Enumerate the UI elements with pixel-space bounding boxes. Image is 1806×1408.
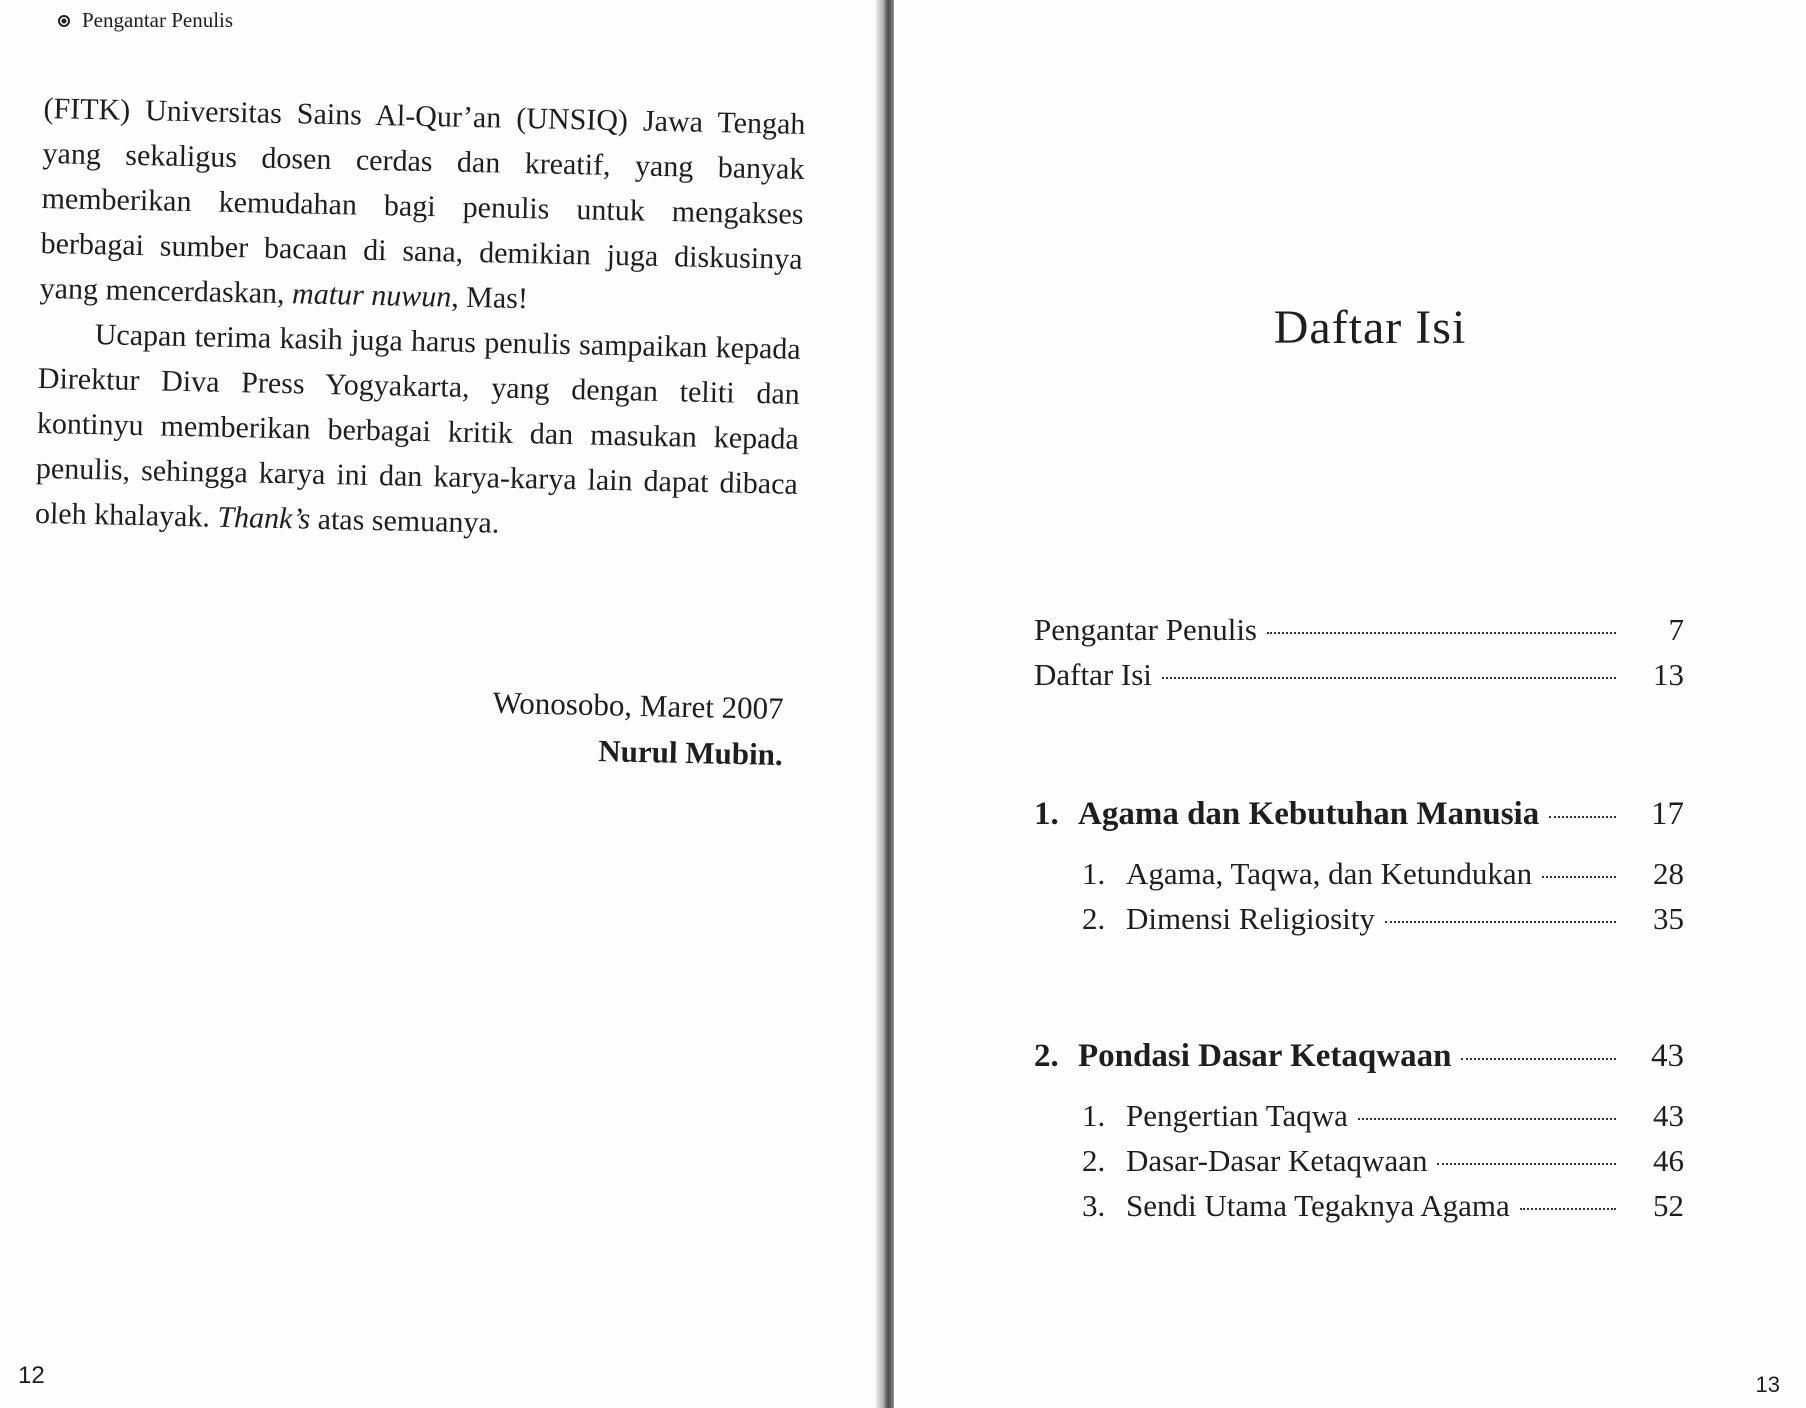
table-of-contents (1034, 612, 1684, 1233)
signature (491, 680, 784, 778)
paragraph-1 (39, 86, 806, 327)
section-page: 35 (1653, 901, 1684, 936)
left-page (0, 0, 884, 1408)
chapter-title: Pondasi Dasar Ketaqwaan (1078, 1038, 1452, 1074)
body-text (35, 86, 806, 552)
section-number: 1. (1082, 856, 1106, 891)
section-title: Agama, Taqwa, dan Ketundukan (1126, 856, 1533, 891)
toc-entry-page: 13 (1653, 657, 1684, 692)
toc-entry-pengantar-penulis (1034, 612, 1684, 657)
section-page: 46 (1653, 1143, 1684, 1178)
paragraph-2-tail: atas semuanya. (309, 502, 500, 540)
dot-leader (1385, 921, 1616, 923)
toc-title: Daftar Isi (1273, 301, 1467, 354)
running-header-label: Pengantar Penulis (82, 8, 234, 32)
dot-leader (1267, 632, 1616, 634)
toc-section-2-2 (1034, 1143, 1684, 1188)
section-page: 28 (1653, 856, 1684, 891)
paragraph-2 (35, 311, 802, 552)
right-page (894, 0, 1806, 1408)
signature-author: Nurul Mubin. (597, 733, 783, 772)
left-page-number: 12 (18, 1362, 45, 1389)
section-title: Sendi Utama Tegaknya Agama (1126, 1188, 1510, 1223)
chapter-page: 17 (1651, 796, 1684, 832)
paragraph-2-italic: Thank’s (217, 500, 311, 536)
bullet-icon (58, 15, 70, 27)
section-number: 3. (1082, 1188, 1106, 1223)
toc-entry-page: 7 (1668, 612, 1684, 647)
toc-entry-label: Daftar Isi (1034, 657, 1152, 692)
dot-leader (1461, 1058, 1616, 1060)
dot-leader (1358, 1118, 1616, 1120)
chapter-title: Agama dan Kebutuhan Manusia (1078, 796, 1540, 832)
signature-place-date: Wonosobo, Maret 2007 (492, 684, 784, 726)
toc-section-2-3 (1034, 1188, 1684, 1233)
paragraph-2-text: Ucapan terima kasih juga harus penulis sampaikan kepada Direktur Diva Press Yogyakarta, yang dengan teliti dan kontinyu memberikan berbagai kritik dan masukan kepada penulis, sehingga karya ini dan karya-karya lain dapat dibaca oleh khalayak. (34, 318, 801, 534)
section-title: Dimensi Religiosity (1126, 901, 1375, 936)
toc-chapter-1 (1034, 796, 1684, 856)
chapter-number: 2. (1034, 1038, 1059, 1074)
section-page: 43 (1653, 1098, 1684, 1133)
section-number: 2. (1082, 901, 1106, 936)
section-number: 2. (1082, 1143, 1106, 1178)
toc-section-1-2 (1034, 901, 1684, 946)
toc-entry-daftar-isi (1034, 657, 1684, 702)
paragraph-1-italic: matur nuwun (291, 277, 452, 314)
toc-entry-label: Pengantar Penulis (1034, 612, 1257, 647)
dot-leader (1542, 876, 1616, 878)
right-page-number: 13 (1755, 1372, 1780, 1397)
chapter-page: 43 (1651, 1038, 1684, 1074)
paragraph-1-tail: , Mas! (450, 280, 529, 316)
dot-leader (1162, 677, 1616, 679)
paragraph-1-text: (FITK) Universitas Sains Al-Qur’an (UNSIQ) Jawa Tengah yang sekaligus dosen cerdas dan kreatif, yang banyak memberikan kemudahan bagi penulis untuk mengakses berbagai sumber bacaan di sana, demikian juga diskusinya yang mencerdaskan, (39, 91, 806, 311)
section-page: 52 (1653, 1188, 1684, 1223)
section-title: Dasar-Dasar Ketaqwaan (1126, 1143, 1428, 1178)
chapter-number: 1. (1034, 796, 1059, 832)
toc-section-1-1 (1034, 856, 1684, 901)
toc-section-2-1 (1034, 1098, 1684, 1143)
dot-leader (1437, 1163, 1616, 1165)
dot-leader (1520, 1208, 1616, 1210)
dot-leader (1549, 816, 1616, 818)
toc-chapter-2 (1034, 1038, 1684, 1098)
section-title: Pengertian Taqwa (1126, 1098, 1348, 1133)
running-header (58, 8, 233, 33)
section-number: 1. (1082, 1098, 1106, 1133)
